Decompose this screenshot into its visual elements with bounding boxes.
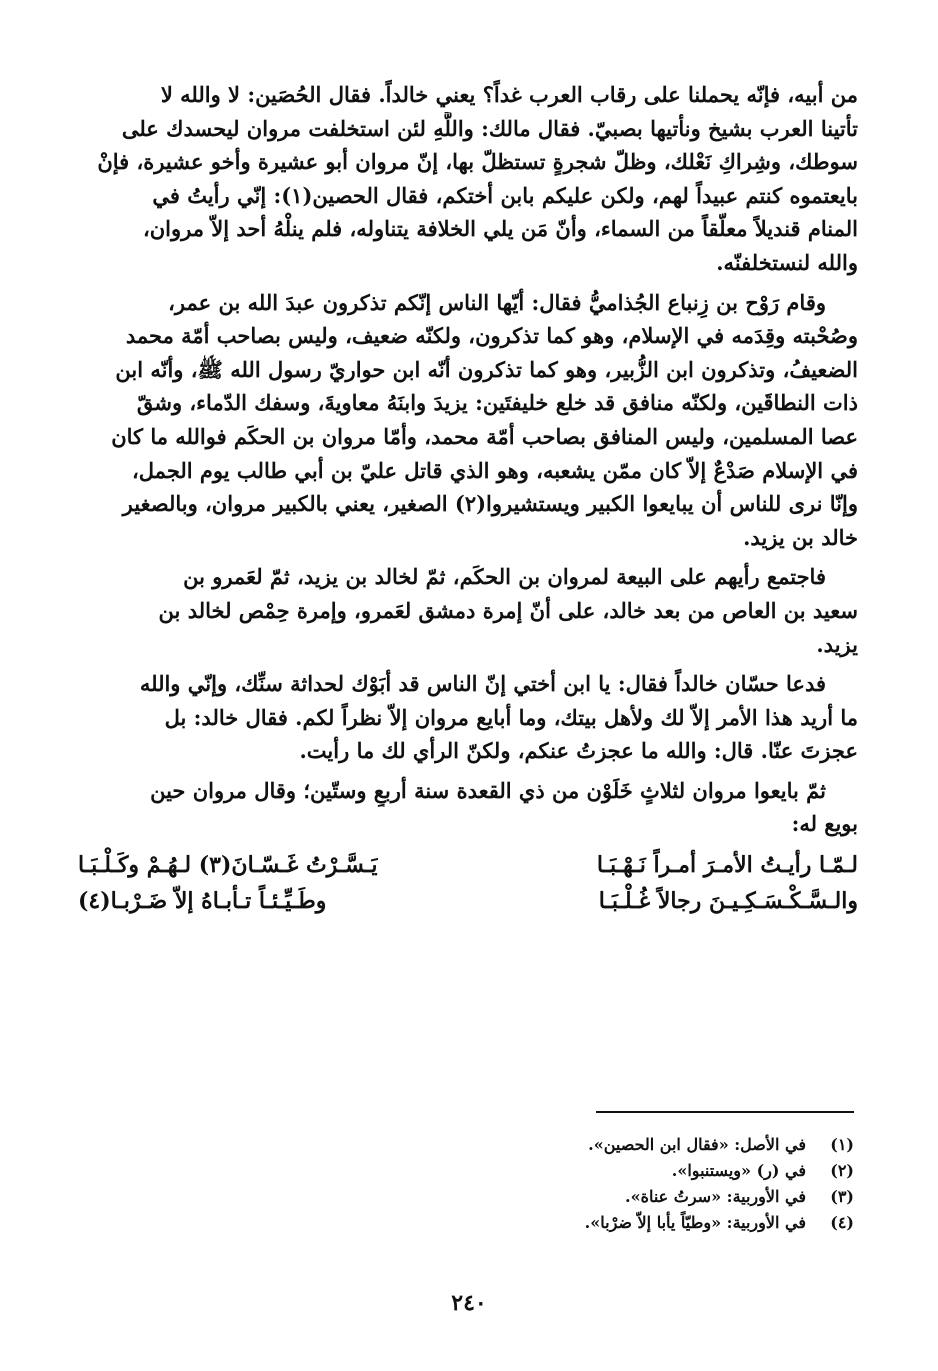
text-line: بايعتموه كنتم عبيداً لهم، ولكن عليكم بابن أختكم، فقال الحصين(١): إنّي رأيتُ في <box>152 182 858 208</box>
text-line: والله لنستخلفنّه. <box>716 249 858 275</box>
footnote-number: (٢) <box>830 1161 854 1180</box>
text-line: من أبيه، فإنّه يحملنا على رقاب العرب غداً؟ يعني خالداً. فقال الحُصَين: لا والله لا <box>160 82 858 107</box>
footnote-number: (١) <box>830 1135 854 1154</box>
footnotes <box>254 1132 854 1236</box>
footnote-number: (٤) <box>830 1213 854 1232</box>
text-line: بويع له: <box>791 811 858 837</box>
footnote-text: في (ر) «ويستنبوا». <box>671 1161 806 1180</box>
paragraph-2 <box>78 286 858 555</box>
footnote <box>254 1184 854 1210</box>
poem-second-hemistich: وطَـيِّـئـاً تـأبـاهُ إلاّ ضَـرْبـا(٤) <box>78 888 327 915</box>
paragraph-1 <box>78 78 858 280</box>
footnote-text: في الأوربية: «وطيّاً يأبا إلاّ ضرْبا». <box>584 1213 806 1232</box>
text-line: ما أريد هذا الأمر إلاّ لك ولأهل بيتك، وما أبايع مروان إلاّ نظراً لكم. فقال خالد: بل <box>164 704 858 730</box>
poem-verse <box>78 847 858 883</box>
text-line: الضعيفُ، وتذكرون ابن الزُّبير، وهو كما تذكرون أنّه ابن حواريّ رسول الله ﷺ، وأنّه ابن <box>115 356 858 382</box>
text-line: فاجتمع رأيهم على البيعة لمروان بن الحكَم، ثمّ لخالد بن يزيد، ثمّ لعَمرو بن <box>183 564 826 590</box>
text-line: وقام رَوْح بن زِنباع الجُذاميُّ فقال: أيّها الناس إنّكم تذكرون عبدَ الله بن عمر، <box>168 289 826 315</box>
paragraph-3 <box>78 560 858 661</box>
page-body <box>78 78 858 919</box>
text-line: وصُحْبته وقِدَمه في الإسلام، وهو كما تذكرون، ولكنّه ضعيف، وليس بصاحب أمّة محمد <box>125 323 858 349</box>
text-line: خالد بن يزيد. <box>743 524 858 550</box>
poem-first-hemistich: لـمّـا رأيـتُ الأمـرَ أمـراً نَـهْـبَـا <box>596 852 858 879</box>
poem <box>78 847 858 919</box>
text-line: عجزتَ عنّا. قال: والله ما عجزتُ عنكم، ولكنّ الرأي لك ما رأيت. <box>299 738 858 764</box>
footnote <box>254 1210 854 1236</box>
text-line: المنام قنديلاً معلّقاً من السماء، وأنّ مَن يلي الخلافة يتناوله، فلم ينلْهُ أحد إلاّ مروان، <box>142 216 858 242</box>
page-number: ٢٤٠ <box>451 1290 487 1316</box>
text-line: ثمّ بايعوا مروان لثلاثٍ خَلَوْن من ذي القعدة سنة أربعٍ وستّين؛ وقال مروان حين <box>150 777 826 803</box>
paragraph-5 <box>78 774 858 841</box>
text-line: سعيد بن العاص من بعد خالد، على أنّ إمرة دمشق لعَمرو، وإمرة حِمْص لخالد بن <box>158 597 858 623</box>
footnote-text: في الأوربية: «سرتُ عناة». <box>625 1187 806 1206</box>
text-line: عصا المسلمين، وليس المنافق بصاحب أمّة محمد، وأمّا مروان بن الحكَم فوالله ما كان <box>111 423 858 449</box>
text-line: وإنّا نرى للناس أن يبايعوا الكبير ويستشيروا(٢) الصغير، يعني بالكبير مروان، وبالصغير <box>122 491 858 517</box>
footnote <box>254 1132 854 1158</box>
poem-second-hemistich: يَـسَّـرْتُ غَـسّـانَ(٣) لـهُـمْ وكَـلْـبَـا <box>78 852 378 879</box>
text-line: تأتينا العرب بشيخ ونأتيها بصبيّ. فقال مالك: واللَّهِ لئن استخلفت مروان ليحسدك على <box>121 115 858 141</box>
poem-verse <box>78 883 858 919</box>
text-line: ذات النطاقَين، ولكنّه منافق قد خلع خليفتَين: يزيدَ وابنَهُ معاويةَ، وسفك الدّماء، وشقّ <box>136 390 858 416</box>
text-line: فدعا حسّان خالداً فقال: يا ابن أختي إنّ الناس قد أبَوْك لحداثة سنِّك، وإنّي والله <box>139 671 826 697</box>
text-line: يزيد. <box>816 631 858 657</box>
footnote-separator <box>596 1111 854 1113</box>
footnote-text: في الأصل: «فقال ابن الحصين». <box>588 1135 806 1154</box>
text-line: في الإسلام صَدْعٌ إلاّ كان ممّن يشعبه، وهو الذي قاتل عليّ بن أبي طالب يوم الجمل، <box>132 457 858 483</box>
footnote-number: (٣) <box>830 1187 854 1206</box>
text-line: سوطك، وشِراكِ نَعْلك، وظلّ شجرةٍ تستظلّ بها، إنّ مروان أبو عشيرة وأخو عشيرة، فإنْ <box>97 149 858 175</box>
paragraph-4 <box>78 667 858 768</box>
poem-first-hemistich: والـسَّـكْـسَـكِـيـنَ رجالاً غُـلْـبَـا <box>598 888 858 915</box>
footnote <box>254 1158 854 1184</box>
